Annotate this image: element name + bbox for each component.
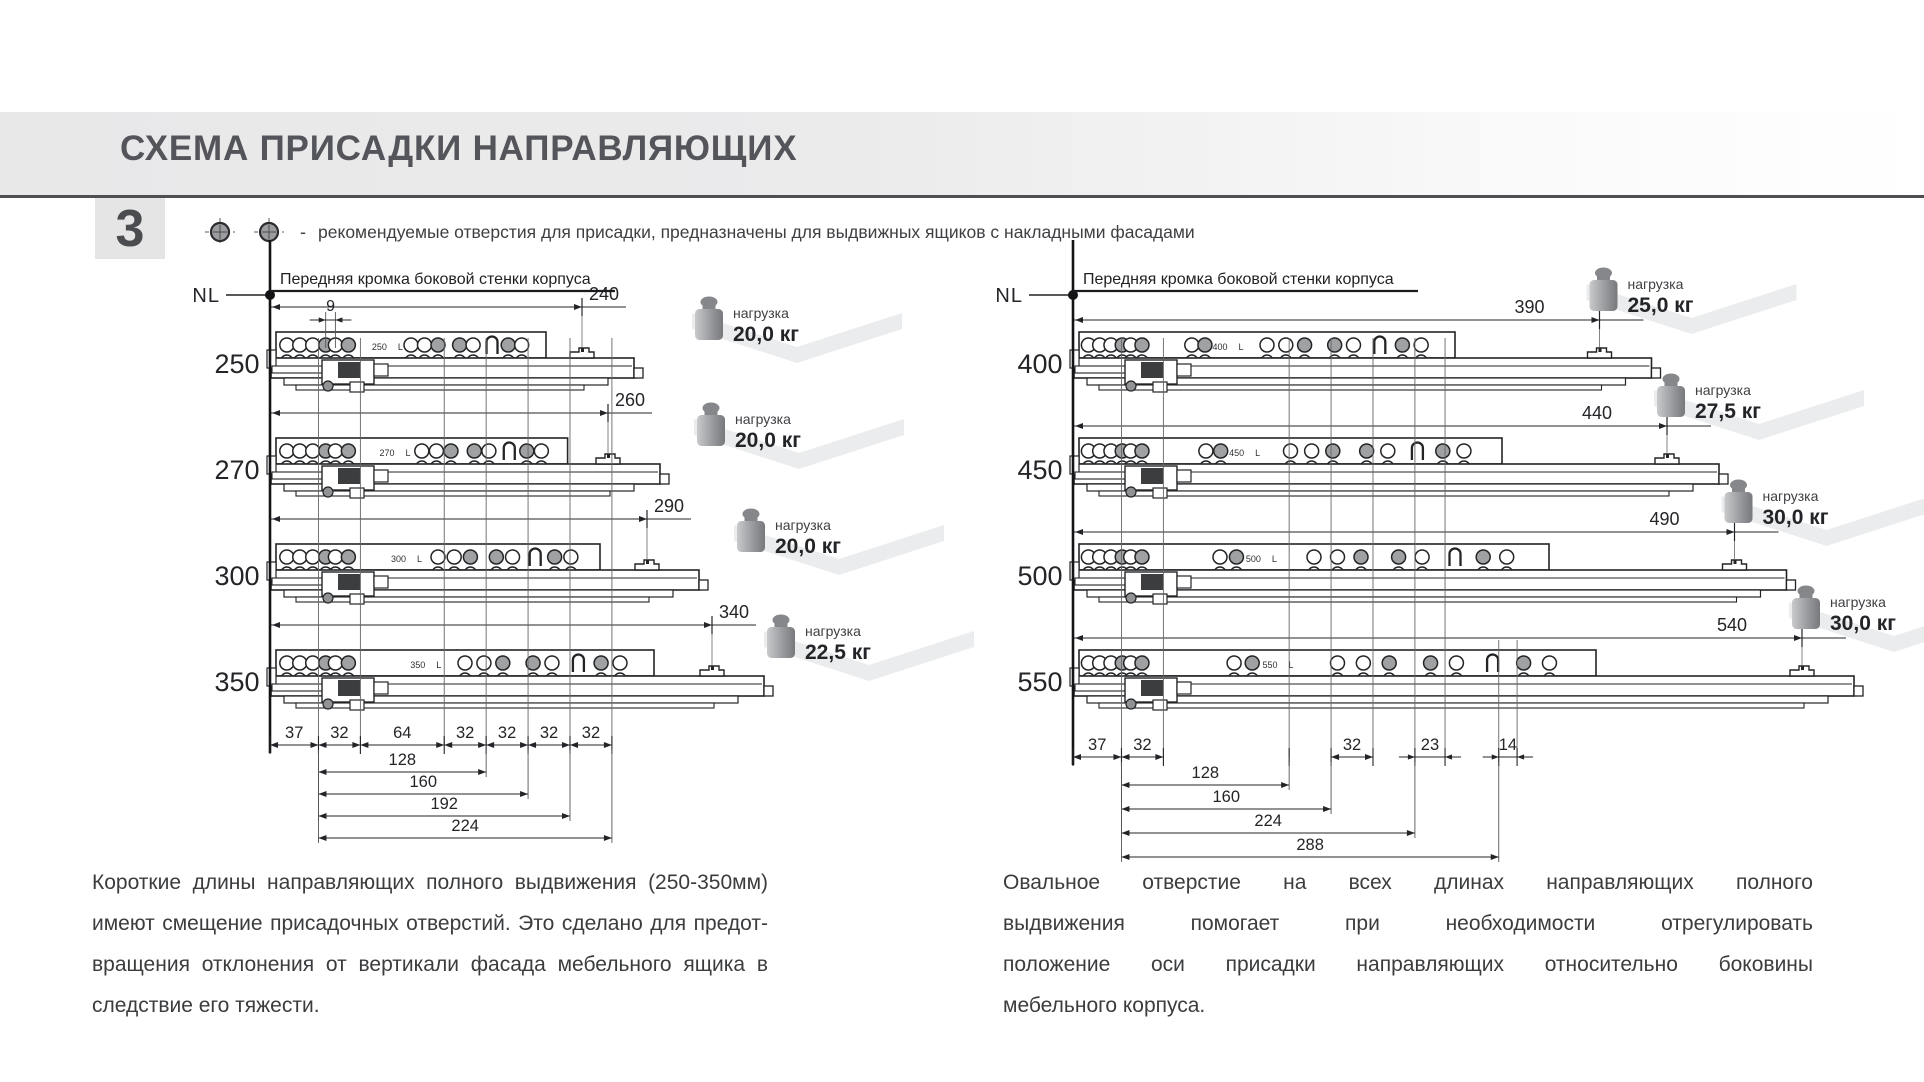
svg-text:L: L xyxy=(405,448,411,458)
svg-text:32: 32 xyxy=(581,724,601,742)
footnote-line: мебельного корпуса. xyxy=(1003,994,1206,1017)
svg-text:L: L xyxy=(1271,554,1277,564)
svg-text:L: L xyxy=(1255,448,1261,458)
load-value: 20,0 кг xyxy=(735,429,801,452)
kettlebell-weight-icon xyxy=(1725,480,1753,524)
svg-text:490: 490 xyxy=(1649,509,1680,529)
footnote-line: выдвижения помогает при необходимости отрегулировать xyxy=(1003,912,1813,935)
footnote-line: положение оси присадки направляющих относительно боковины xyxy=(1003,953,1813,976)
svg-text:260: 260 xyxy=(614,390,646,410)
kettlebell-weight-icon xyxy=(737,509,765,553)
panel-right-diagram xyxy=(995,240,1924,862)
length-label: 400 xyxy=(1017,349,1063,379)
svg-text:160: 160 xyxy=(409,773,438,791)
kettlebell-weight-icon xyxy=(1657,374,1685,418)
kettlebell-weight-icon xyxy=(1792,586,1820,630)
svg-text:L: L xyxy=(1288,660,1294,670)
load-value: 25,0 кг xyxy=(1627,294,1694,317)
svg-text:540: 540 xyxy=(1716,615,1748,635)
footnote-line: Овальное отверстие на всех длинах направляющих полного xyxy=(1003,871,1813,894)
svg-text:32: 32 xyxy=(330,724,349,742)
load-weight-badge xyxy=(1654,374,1864,441)
load-weight-badge xyxy=(1789,586,1924,653)
rail-mark: 500 xyxy=(1245,554,1261,564)
slide-row-550 xyxy=(1017,615,1863,710)
load-value: 20,0 кг xyxy=(775,535,841,558)
load-weight-badge xyxy=(764,615,974,682)
section-number-badge: 3 xyxy=(95,198,165,259)
rail-mark: 400 xyxy=(1212,342,1228,352)
footnote-left xyxy=(92,862,768,1026)
kettlebell-weight-icon xyxy=(697,403,725,447)
svg-text:192: 192 xyxy=(430,795,458,813)
slide-row-270 xyxy=(214,390,669,498)
load-label: нагрузка xyxy=(805,623,861,639)
svg-text:37: 37 xyxy=(285,724,304,742)
load-label: нагрузка xyxy=(735,411,791,427)
load-label: нагрузка xyxy=(733,305,789,321)
svg-text:9: 9 xyxy=(326,298,335,315)
svg-text:L: L xyxy=(436,660,442,670)
front-edge-header xyxy=(995,271,1418,307)
svg-text:32: 32 xyxy=(1342,736,1362,754)
load-value: 30,0 кг xyxy=(1762,506,1829,529)
rail-mark: 450 xyxy=(1229,448,1245,458)
edge-label: Передняя кромка боковой стенки корпуса xyxy=(1083,271,1394,288)
length-label: 250 xyxy=(214,349,260,379)
svg-text:128: 128 xyxy=(1191,764,1220,782)
load-label: нагрузка xyxy=(1627,276,1684,292)
kettlebell-weight-icon xyxy=(1590,268,1618,312)
nl-label: NL xyxy=(995,285,1023,307)
length-label: 450 xyxy=(1017,455,1063,485)
load-value: 22,5 кг xyxy=(805,641,871,664)
svg-text:440: 440 xyxy=(1581,403,1613,423)
front-edge-header xyxy=(192,271,615,307)
svg-text:340: 340 xyxy=(718,602,750,622)
footnote-line: вращения отклонения от вертикали фасада мебельного ящика в xyxy=(92,953,768,976)
slide-row-250 xyxy=(214,284,643,392)
nl-label: NL xyxy=(192,285,220,307)
footnote-right xyxy=(1003,862,1813,1026)
svg-text:32: 32 xyxy=(1133,736,1152,754)
slide-row-300 xyxy=(214,496,708,604)
kettlebell-weight-icon xyxy=(767,615,795,659)
svg-text:160: 160 xyxy=(1212,788,1241,806)
load-value: 30,0 кг xyxy=(1830,612,1896,635)
svg-text:390: 390 xyxy=(1514,297,1545,317)
svg-text:32: 32 xyxy=(456,724,475,742)
load-weight-badge xyxy=(734,509,944,576)
svg-text:64: 64 xyxy=(393,724,412,742)
length-label: 350 xyxy=(214,667,260,697)
svg-text:224: 224 xyxy=(451,817,479,835)
rail-mark: 350 xyxy=(410,660,426,670)
load-value: 20,0 кг xyxy=(733,323,799,346)
footnote-line: следствие его тяжести. xyxy=(92,994,320,1017)
load-value: 27,5 кг xyxy=(1695,400,1761,423)
length-label: 300 xyxy=(214,561,260,591)
load-label: нагрузка xyxy=(1830,594,1886,610)
svg-text:128: 128 xyxy=(388,751,417,769)
page-title: СХЕМА ПРИСАДКИ НАПРАВЛЯЮЩИХ xyxy=(120,129,798,168)
svg-text:L: L xyxy=(417,554,423,564)
svg-text:L: L xyxy=(397,342,403,352)
length-label: 500 xyxy=(1017,561,1063,591)
slide-row-350 xyxy=(214,602,773,710)
slide-row-400 xyxy=(1017,297,1660,392)
svg-text:32: 32 xyxy=(539,724,559,742)
svg-text:288: 288 xyxy=(1296,836,1324,854)
svg-text:224: 224 xyxy=(1254,812,1282,830)
svg-text:23: 23 xyxy=(1420,736,1440,754)
rail-mark: 300 xyxy=(391,554,407,564)
rail-mark: 270 xyxy=(379,448,395,458)
legend-text: рекомендуемые отверстия для присадки, предназначены для выдвижных ящиков с накладными фасадами xyxy=(318,221,1195,242)
load-weight-badge xyxy=(1587,268,1797,335)
length-label: 550 xyxy=(1017,667,1063,697)
footnote-line: Короткие длины направляющих полного выдвижения (250-350мм) xyxy=(92,871,768,894)
edge-label: Передняя кромка боковой стенки корпуса xyxy=(280,271,591,288)
load-label: нагрузка xyxy=(1762,488,1819,504)
svg-text:290: 290 xyxy=(653,496,685,516)
legend-dash: - xyxy=(300,221,306,242)
load-weight-badge xyxy=(694,403,904,470)
svg-text:14: 14 xyxy=(1498,736,1518,754)
slide-row-500 xyxy=(1017,509,1795,604)
rail-mark: 250 xyxy=(371,342,387,352)
footnote-line: имеют смещение присадочных отверстий. Это сделано для предот- xyxy=(92,912,768,935)
length-label: 270 xyxy=(214,455,260,485)
bottom-dims xyxy=(1073,736,1533,862)
load-label: нагрузка xyxy=(775,517,831,533)
load-label: нагрузка xyxy=(1695,382,1751,398)
svg-text:240: 240 xyxy=(588,284,620,304)
svg-text:37: 37 xyxy=(1088,736,1107,754)
load-weight-badge xyxy=(1722,480,1924,547)
bottom-dims xyxy=(270,724,612,843)
kettlebell-weight-icon xyxy=(695,297,723,341)
rail-mark: 550 xyxy=(1262,660,1278,670)
svg-text:L: L xyxy=(1238,342,1244,352)
load-weight-badge xyxy=(692,297,902,364)
panel-left-diagram xyxy=(192,240,974,843)
svg-text:32: 32 xyxy=(497,724,517,742)
